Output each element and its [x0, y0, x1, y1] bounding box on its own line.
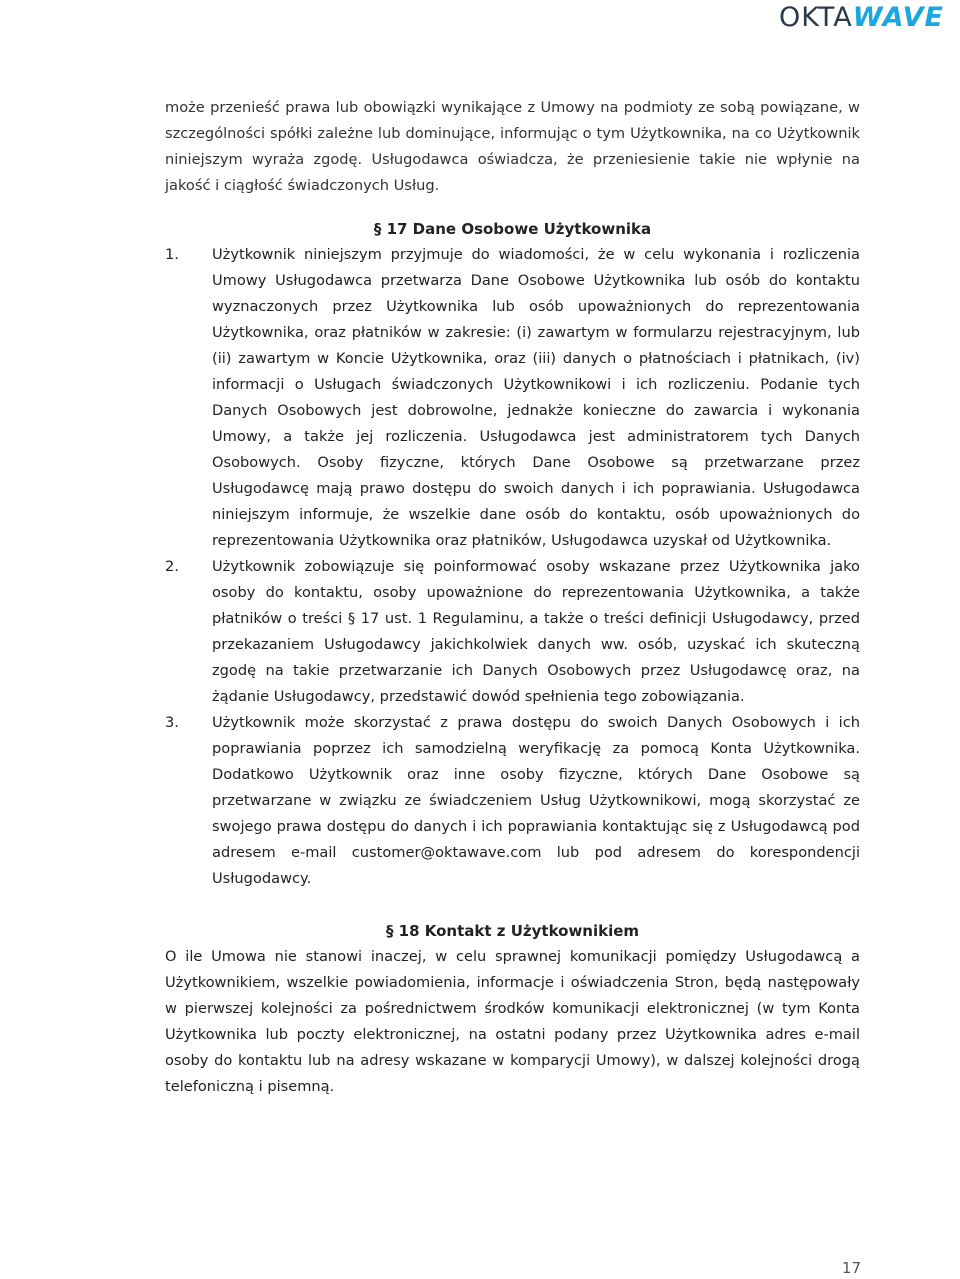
list-item — [165, 710, 860, 892]
logo-text-okta: OKTA — [779, 1, 853, 33]
list-item-number: 3. — [165, 714, 179, 731]
section-17-heading: § 17 Dane Osobowe Użytkownika — [373, 220, 652, 238]
document-body — [165, 95, 860, 1100]
intro-paragraph: może przenieść prawa lub obowiązki wynikające z Umowy na podmioty ze sobą powiązane, w szczególności spółki zależne lub dominujące, informując o tym Użytkownika, na co Użytkownik niniejszym wyraża zgodę. Usługodawca oświadcza, że przeniesienie takie nie wpłynie na jakość i ciągłość świadczonych Usług. — [165, 99, 860, 194]
oktawave-logo — [779, 2, 944, 32]
list-item-text: Użytkownik może skorzystać z prawa dostępu do swoich Danych Osobowych i ich poprawiania poprzez ich samodzielną weryfikację za pomocą Konta Użytkownika. Dodatkowo Użytkownik oraz inne osoby fizyczne, których Dane Osobowe są przetwarzane w związku ze świadczeniem Usług Użytkownikowi, mogą skorzystać ze swojego prawa dostępu do danych i ich poprawiania kontaktując się z Usługodawcą pod adresem e-mail customer@oktawave.com lub pod adresem do korespondencji Usługodawcy. — [212, 714, 860, 887]
page-number: 17 — [841, 1259, 861, 1277]
section-17-list — [165, 242, 860, 892]
list-item — [165, 242, 860, 554]
list-item-number: 1. — [165, 246, 179, 263]
section-18-paragraph: O ile Umowa nie stanowi inaczej, w celu sprawnej komunikacji pomiędzy Usługodawcą a Użytkownikiem, wszelkie powiadomienia, informacje i oświadczenia Stron, będą następowały w pierwszej kolejności za pośrednictwem środków komunikacji elektronicznej (w tym Konta Użytkownika lub poczty elektronicznej, na ostatni podany przez Użytkownika adres e-mail osoby do kontaktu lub na adresy wskazane w komparycji Umowy), w dalszej kolejności drogą telefoniczną i pisemną. — [165, 948, 860, 1095]
list-item-text: Użytkownik niniejszym przyjmuje do wiadomości, że w celu wykonania i rozliczenia Umowy Usługodawca przetwarza Dane Osobowe Użytkownika lub osób do kontaktu wyznaczonych przez Użytkownika lub osób upoważnionych do reprezentowania Użytkownika, oraz płatników w zakresie: (i) zawartym w formularzu rejestracyjnym, lub (ii) zawartym w Koncie Użytkownika, oraz (iii) danych o płatnościach i płatnikach, (iv) informacji o Usługach świadczonych Użytkownikowi i ich rozliczeniu. Podanie tych Danych Osobowych jest dobrowolne, jednakże konieczne do zawarcia i wykonania Umowy, a także jej rozliczenia. Usługodawca jest administratorem tych Danych Osobowych. Osoby fizyczne, których Dane Osobowe są przetwarzane przez Usługodawcę mają prawo dostępu do swoich danych i ich poprawiania. Usługodawca niniejszym informuje, że wszelkie dane osób do kontaktu, osób upoważnionych do reprezentowania Użytkownika oraz płatników, Usługodawca uzyskał od Użytkownika. — [212, 246, 860, 549]
logo-text-wave: WAVE — [852, 1, 944, 33]
list-item-text: Użytkownik zobowiązuje się poinformować osoby wskazane przez Użytkownika jako osoby do kontaktu, osoby upoważnione do reprezentowania Użytkownika, a także płatników o treści § 17 ust. 1 Regulaminu, a także o treści definicji Usługodawcy, przed przekazaniem Usługodawcy jakichkolwiek danych ww. osób, uzyskać ich skuteczną zgodę na takie przetwarzanie ich Danych Osobowych przez Usługodawcę oraz, na żądanie Usługodawcy, przedstawić dowód spełnienia tego zobowiązania. — [212, 558, 860, 705]
section-18-heading: § 18 Kontakt z Użytkownikiem — [385, 922, 640, 940]
list-item — [165, 554, 860, 710]
list-item-number: 2. — [165, 558, 179, 575]
